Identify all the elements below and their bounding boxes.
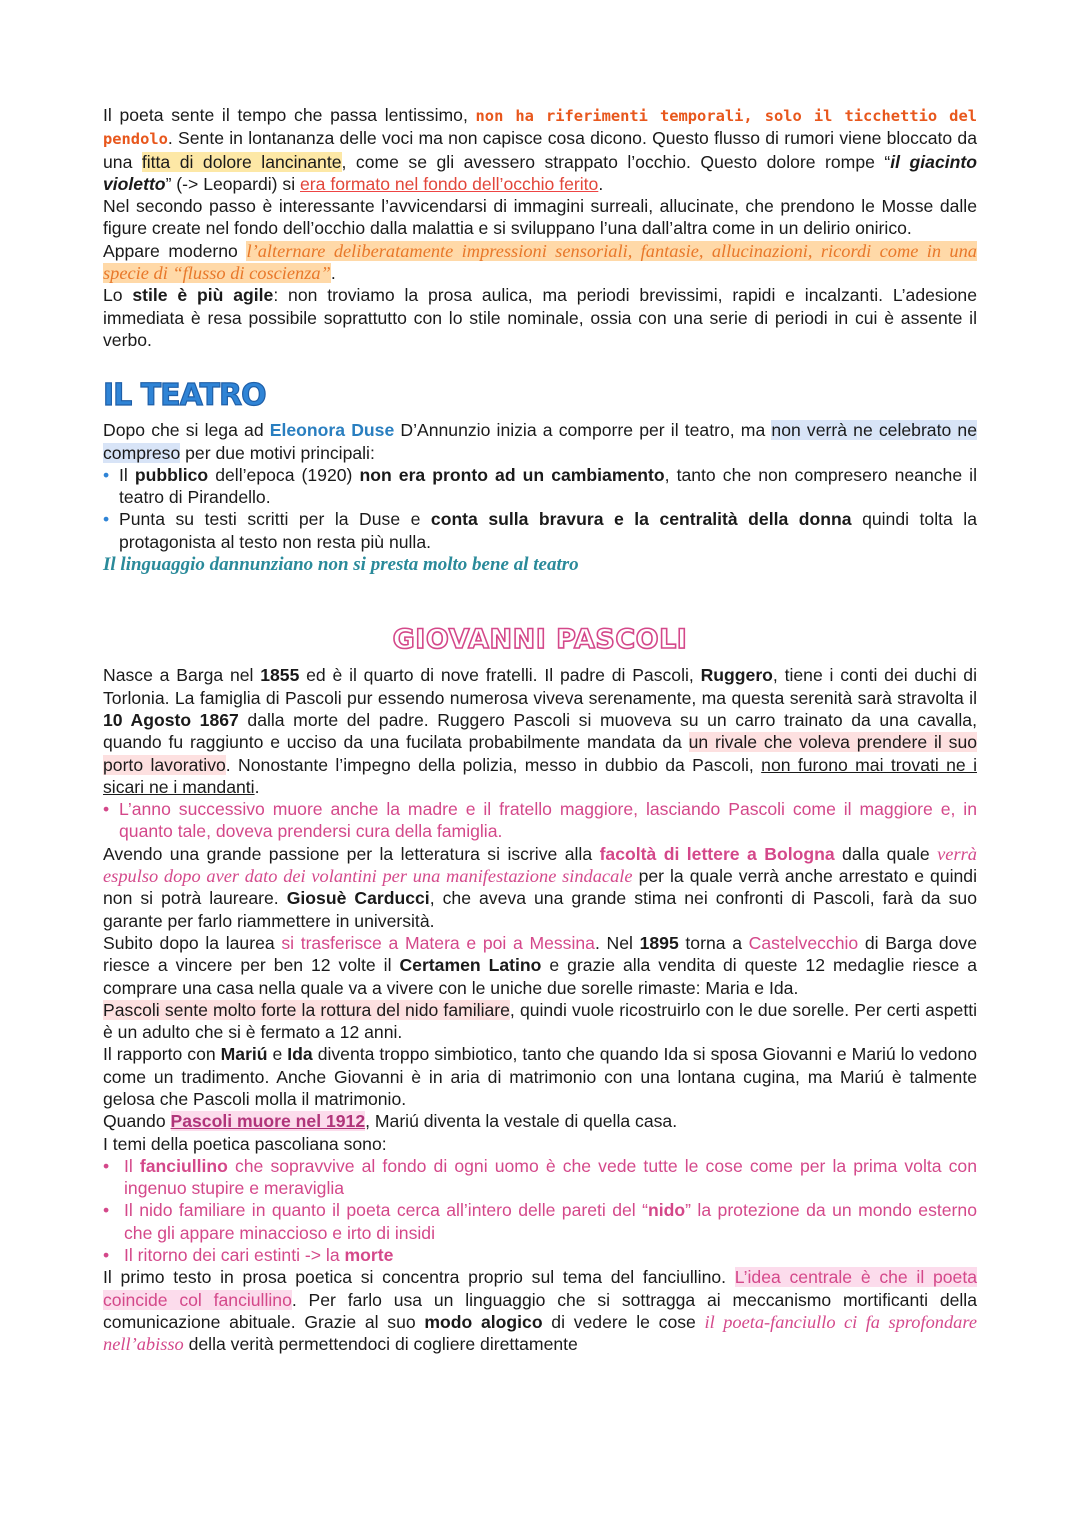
section-heading-pascoli: GIOVANNI PASCOLI — [392, 624, 688, 656]
text: , come se gli avessero strappato l’occhio. Questo dolore rompe “ — [341, 151, 891, 172]
section-heading-teatro: IL TEATRO — [103, 378, 266, 414]
text: . — [598, 173, 604, 194]
highlighted-text: L’idea centrale è che il poeta coincide col fanciullino — [103, 1267, 977, 1310]
paragraph — [103, 553, 977, 576]
paragraph: Avendo una grande passione per la letteratura si iscrive alla facoltà di lettere a Bologna dalla quale verrà espulso dopo aver dato dei volantini per una manifestazione sindacale per la quale verrà anche arrestato e quindi non si potrà laureare. Giosuè Carducci, che aveva una grande stima nei confronti di Pascoli, farà da suo garante per farlo riammettere in università. — [103, 843, 977, 931]
paragraph: Nel secondo passo è interessante l’avvicendarsi di immagini surreali, allucinate, che prendono le Mosse dalle figure create nel fondo dell’occhio dalla malattia e si sviluppano l’una dall’altra come in un delirio onirico. — [103, 196, 977, 239]
paragraph: Il rapporto con Mariú e Ida diventa troppo simbiotico, tanto che quando Ida si sposa Giovanni e Mariú lo vedono come un tradimento. Anche Giovanni è in aria di matrimonio con una lontana cugina, ma Mariú è talmente gelosa che Pascoli molla il matrimonio. — [103, 1044, 978, 1109]
paragraph — [103, 240, 977, 285]
text: Il poeta sente il tempo che passa lentissimo, — [103, 105, 476, 125]
highlighted-text: l’alternare deliberatamente impressioni sensoriali, fantasie, allucinazioni, ricordi come in una specie di “flusso di coscienza” — [103, 240, 978, 284]
list-item: • L’anno successivo muore anche la madre e il fratello maggiore, lasciando Pascoli come il maggiore e, in quanto tale, doveva prendersi cura della famiglia. — [103, 798, 977, 843]
bullet-list — [103, 464, 977, 553]
name-text: Eleonora Duse — [269, 420, 395, 441]
text: Appare moderno — [103, 240, 247, 261]
paragraph: Pascoli sente molto forte la rottura del nido familiare, quindi vuole ricostruirlo con le due sorelle. Per certi aspetti è un adulto che si è fermato a 12 anni. — [103, 999, 977, 1043]
paragraph — [103, 284, 977, 351]
text: : non troviamo la prosa aulica, ma periodi brevissimi, rapidi e incalzanti. L’adesione immediata è resa possibile soprattutto con lo stile nominale, ossia con una serie di periodi in cui è assente il verbo. — [103, 285, 977, 350]
themes-list — [103, 1155, 977, 1266]
text: ” (-> Leopardi) si — [165, 173, 301, 194]
underlined-text: non furono mai trovati ne i sicari ne i mandanti — [103, 754, 977, 797]
text: Lo — [103, 285, 133, 306]
text: . Sente in lontananza delle voci ma non capisce cosa dicono. Questo flusso di rumori viene bloccato da una — [103, 128, 977, 172]
paragraph: Subito dopo la laurea si trasferisce a Matera e poi a Messina. Nel 1895 torna a Castelvecchio di Barga dove riesce a vincere per ben 12 volte il Certamen Latino e grazie alla vendita di queste 12 medaglie riesce a comprare una casa nella quale va a vivere con le uniche due sorelle rimaste: Maria e Ida. — [103, 932, 977, 998]
paragraph — [103, 104, 977, 195]
highlighted-text: fitta di dolore lancinante — [141, 151, 342, 172]
bold-text: stile è più agile — [132, 285, 274, 306]
highlighted-text: Pascoli muore nel 1912 — [170, 1111, 366, 1132]
pink-text: si trasferisce a Matera e poi a Messina — [281, 932, 595, 953]
list-item: • Il pubblico dell’epoca (1920) non era pronto ad un cambiamento, tanto che non compresero neanche il teatro di Pirandello. — [103, 464, 977, 509]
paragraph: Nasce a Barga nel 1855 ed è il quarto di nove fratelli. Il padre di Pascoli, Ruggero, tiene i conti dei duchi di Torlonia. La famiglia di Pascoli pur essendo numerosa viveva serenamente, ma questa serenità sarà stravolta il 10 Agosto 1867 dalla morte del padre. Ruggero Pascoli si muoveva su un carro trainato da una cavalla, quando fu raggiunto e ucciso da una fucilata probabilmente mandata da un rivale che voleva prendere il suo porto lavorativo. Nonostante l’impegno della polizia, messo in dubbio da Pascoli, non furono mai trovati ne i sicari ne i mandanti. — [103, 665, 978, 797]
highlighted-text: Pascoli sente molto forte la rottura del nido familiare — [103, 999, 510, 1020]
paragraph: Il primo testo in prosa poetica si concentra proprio sul tema del fanciullino. L’idea centrale è che il poeta coincide col fanciullino. Per farlo usa un linguaggio che si sottragga ai meccanismo mortificanti della comunicazione abituale. Grazie al suo modo alogico di vedere le cose il poeta-fanciullo ci fa sprofondare nell’abisso della verità permettendoci di cogliere direttamente — [103, 1267, 978, 1355]
text: D’Annunzio inizia a comporre per il teatro, ma — [394, 420, 772, 441]
pink-italic-text: il poeta-fanciullo ci fa sprofondare nell’abisso — [103, 1311, 977, 1355]
paragraph: Quando Pascoli muore nel 1912, Mariú diventa la vestale di quella casa. — [103, 1111, 678, 1132]
bullet-list — [103, 798, 977, 843]
text: per due motivi principali: — [180, 442, 375, 463]
list-item: • Il fanciullino che sopravvive al fondo di ogni uomo è che vede tutte le cose come per la prima volta con ingenuo stupire e meraviglia — [103, 1155, 977, 1200]
paragraph: I temi della poetica pascoliana sono: — [103, 1133, 387, 1154]
pink-text: facoltà di lettere a Bologna — [599, 843, 835, 864]
highlighted-text: un rivale che voleva prendere il suo porto lavorativo — [103, 732, 978, 775]
text: Dopo che si lega ad — [103, 420, 270, 441]
list-item: • Il ritorno dei cari estinti -> la morte — [103, 1244, 977, 1266]
closing-statement: Il linguaggio dannunziano non si presta molto bene al teatro — [103, 554, 579, 576]
underlined-text: era formato nel fondo dell’occhio ferito — [300, 173, 599, 194]
document-page — [103, 104, 977, 1356]
list-item: • Punta su testi scritti per la Duse e conta sulla bravura e la centralità della donna quindi tolta la protagonista al testo non resta più nulla. — [103, 508, 977, 553]
list-item: • Il nido familiare in quanto il poeta cerca all’intero delle pareti del “nido” la protezione da un mondo esterno che gli appare minaccioso e irto di insidi — [103, 1199, 977, 1244]
text: . — [330, 263, 336, 284]
emphasis-text: il giacinto violetto — [103, 151, 977, 194]
highlighted-text: non ha riferimenti temporali, solo il ticchettio del pendolo — [103, 107, 977, 149]
pink-text: Castelvecchio — [748, 932, 859, 953]
highlighted-text: non verrà ne celebrato ne compreso — [103, 420, 977, 463]
paragraph — [103, 419, 977, 464]
pink-italic-text: verrà espulso dopo aver dato dei volantini per una manifestazione sindacale — [103, 843, 977, 887]
